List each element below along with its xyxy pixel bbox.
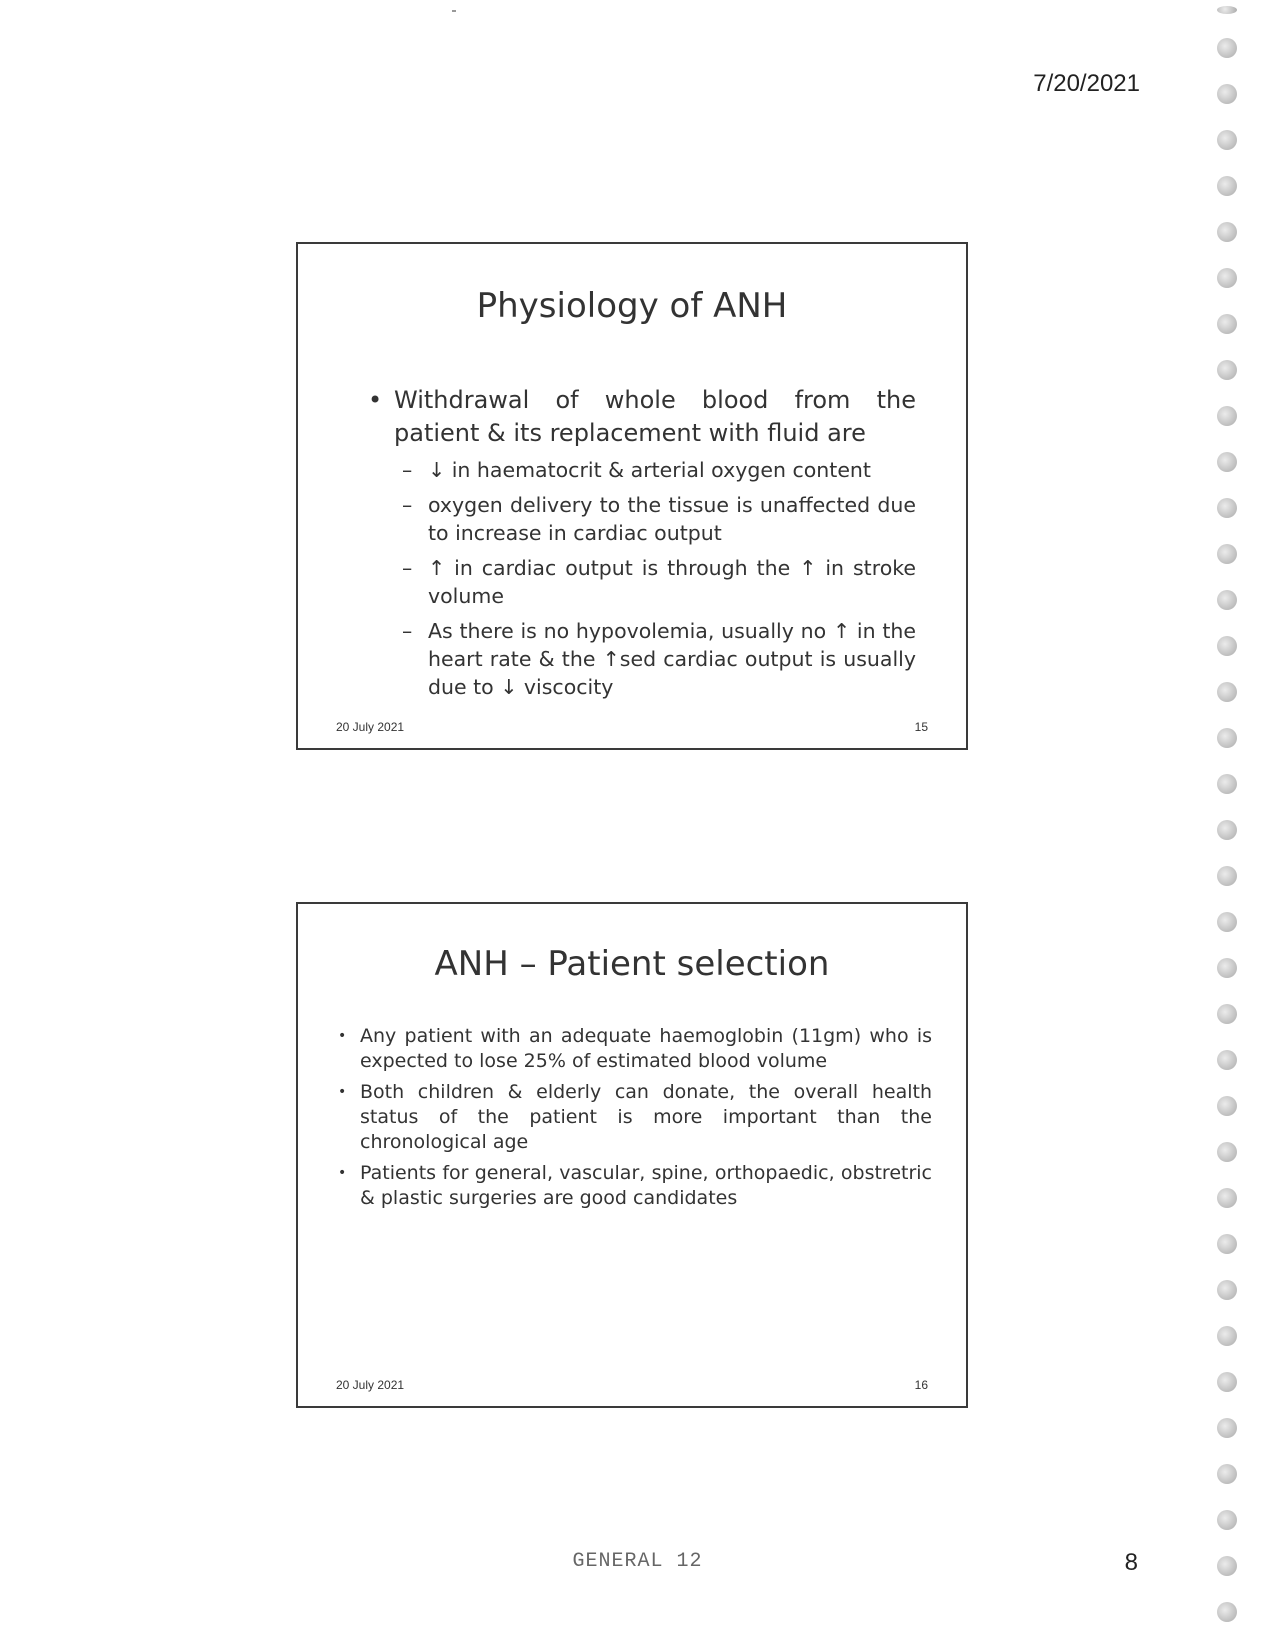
document-footer-label: GENERAL 12: [572, 1550, 703, 1573]
binder-hole: [1217, 1050, 1237, 1070]
bullet-item: • Any patient with an adequate haemoglobin (11gm) who is expected to lose 25% of estimated blood volume: [334, 1024, 932, 1074]
binder-hole: [1217, 1234, 1237, 1254]
binder-hole: [1217, 6, 1237, 14]
binder-hole: [1217, 406, 1237, 426]
binder-hole: [1217, 452, 1237, 472]
scan-speck: [452, 10, 456, 12]
page-number: 8: [1124, 1549, 1138, 1576]
binder-hole: [1217, 1510, 1237, 1530]
binder-hole: [1217, 314, 1237, 334]
binder-hole: [1217, 222, 1237, 242]
binder-hole: [1217, 1372, 1237, 1392]
sub-bullet-item: – As there is no hypovolemia, usually no ↑ in the heart rate & the ↑sed cardiac output is usually due to ↓ viscocity: [398, 617, 916, 701]
binder-hole: [1217, 176, 1237, 196]
bullet-item: • Both children & elderly can donate, the overall health status of the patient is more important than the chronological age: [334, 1080, 932, 1155]
sub-bullet-item: – oxygen delivery to the tissue is unaffected due to increase in cardiac output: [398, 491, 916, 547]
binder-hole: [1217, 958, 1237, 978]
binder-hole: [1217, 1188, 1237, 1208]
sub-bullet-list: [368, 456, 916, 701]
binder-hole: [1217, 268, 1237, 288]
binder-hole: [1217, 774, 1237, 794]
slide-number: 15: [914, 720, 928, 734]
slide-title: Physiology of ANH: [476, 286, 788, 326]
slide-number: 16: [914, 1378, 928, 1392]
binder-hole: [1217, 1096, 1237, 1116]
binder-hole: [1217, 728, 1237, 748]
binder-hole: [1217, 1280, 1237, 1300]
binder-hole: [1217, 866, 1237, 886]
slide-content: [368, 384, 916, 708]
slide-footer-date: 20 July 2021: [336, 1378, 405, 1392]
binder-hole: [1217, 1004, 1237, 1024]
binder-hole: [1217, 1464, 1237, 1484]
binder-hole: [1217, 498, 1237, 518]
binder-hole: [1217, 590, 1237, 610]
binder-holes: [1207, 0, 1247, 1650]
bullet-item: • Patients for general, vascular, spine, orthopaedic, obstretric & plastic surgeries are good candidates: [334, 1161, 932, 1211]
binder-hole: [1217, 636, 1237, 656]
binder-hole: [1217, 1418, 1237, 1438]
binder-hole: [1217, 38, 1237, 58]
binder-hole: [1217, 84, 1237, 104]
binder-hole: [1217, 1602, 1237, 1622]
slide-footer-date: 20 July 2021: [336, 720, 405, 734]
binder-hole: [1217, 682, 1237, 702]
sub-bullet-item: – ↓ in haematocrit & arterial oxygen content: [398, 456, 916, 484]
binder-hole: [1217, 820, 1237, 840]
bullet-item: • Withdrawal of whole blood from the patient & its replacement with fluid are: [368, 384, 916, 450]
sub-bullet-item: – ↑ in cardiac output is through the ↑ in stroke volume: [398, 554, 916, 610]
page-date: 7/20/2021: [1033, 70, 1140, 97]
binder-hole: [1217, 1326, 1237, 1346]
binder-hole: [1217, 544, 1237, 564]
binder-hole: [1217, 130, 1237, 150]
binder-hole: [1217, 912, 1237, 932]
binder-hole: [1217, 1142, 1237, 1162]
slide-content: [334, 1024, 932, 1217]
binder-hole: [1217, 360, 1237, 380]
slide-physiology-of-anh: [296, 242, 968, 750]
slide-anh-patient-selection: [296, 902, 968, 1408]
slide-title: ANH – Patient selection: [434, 944, 830, 984]
